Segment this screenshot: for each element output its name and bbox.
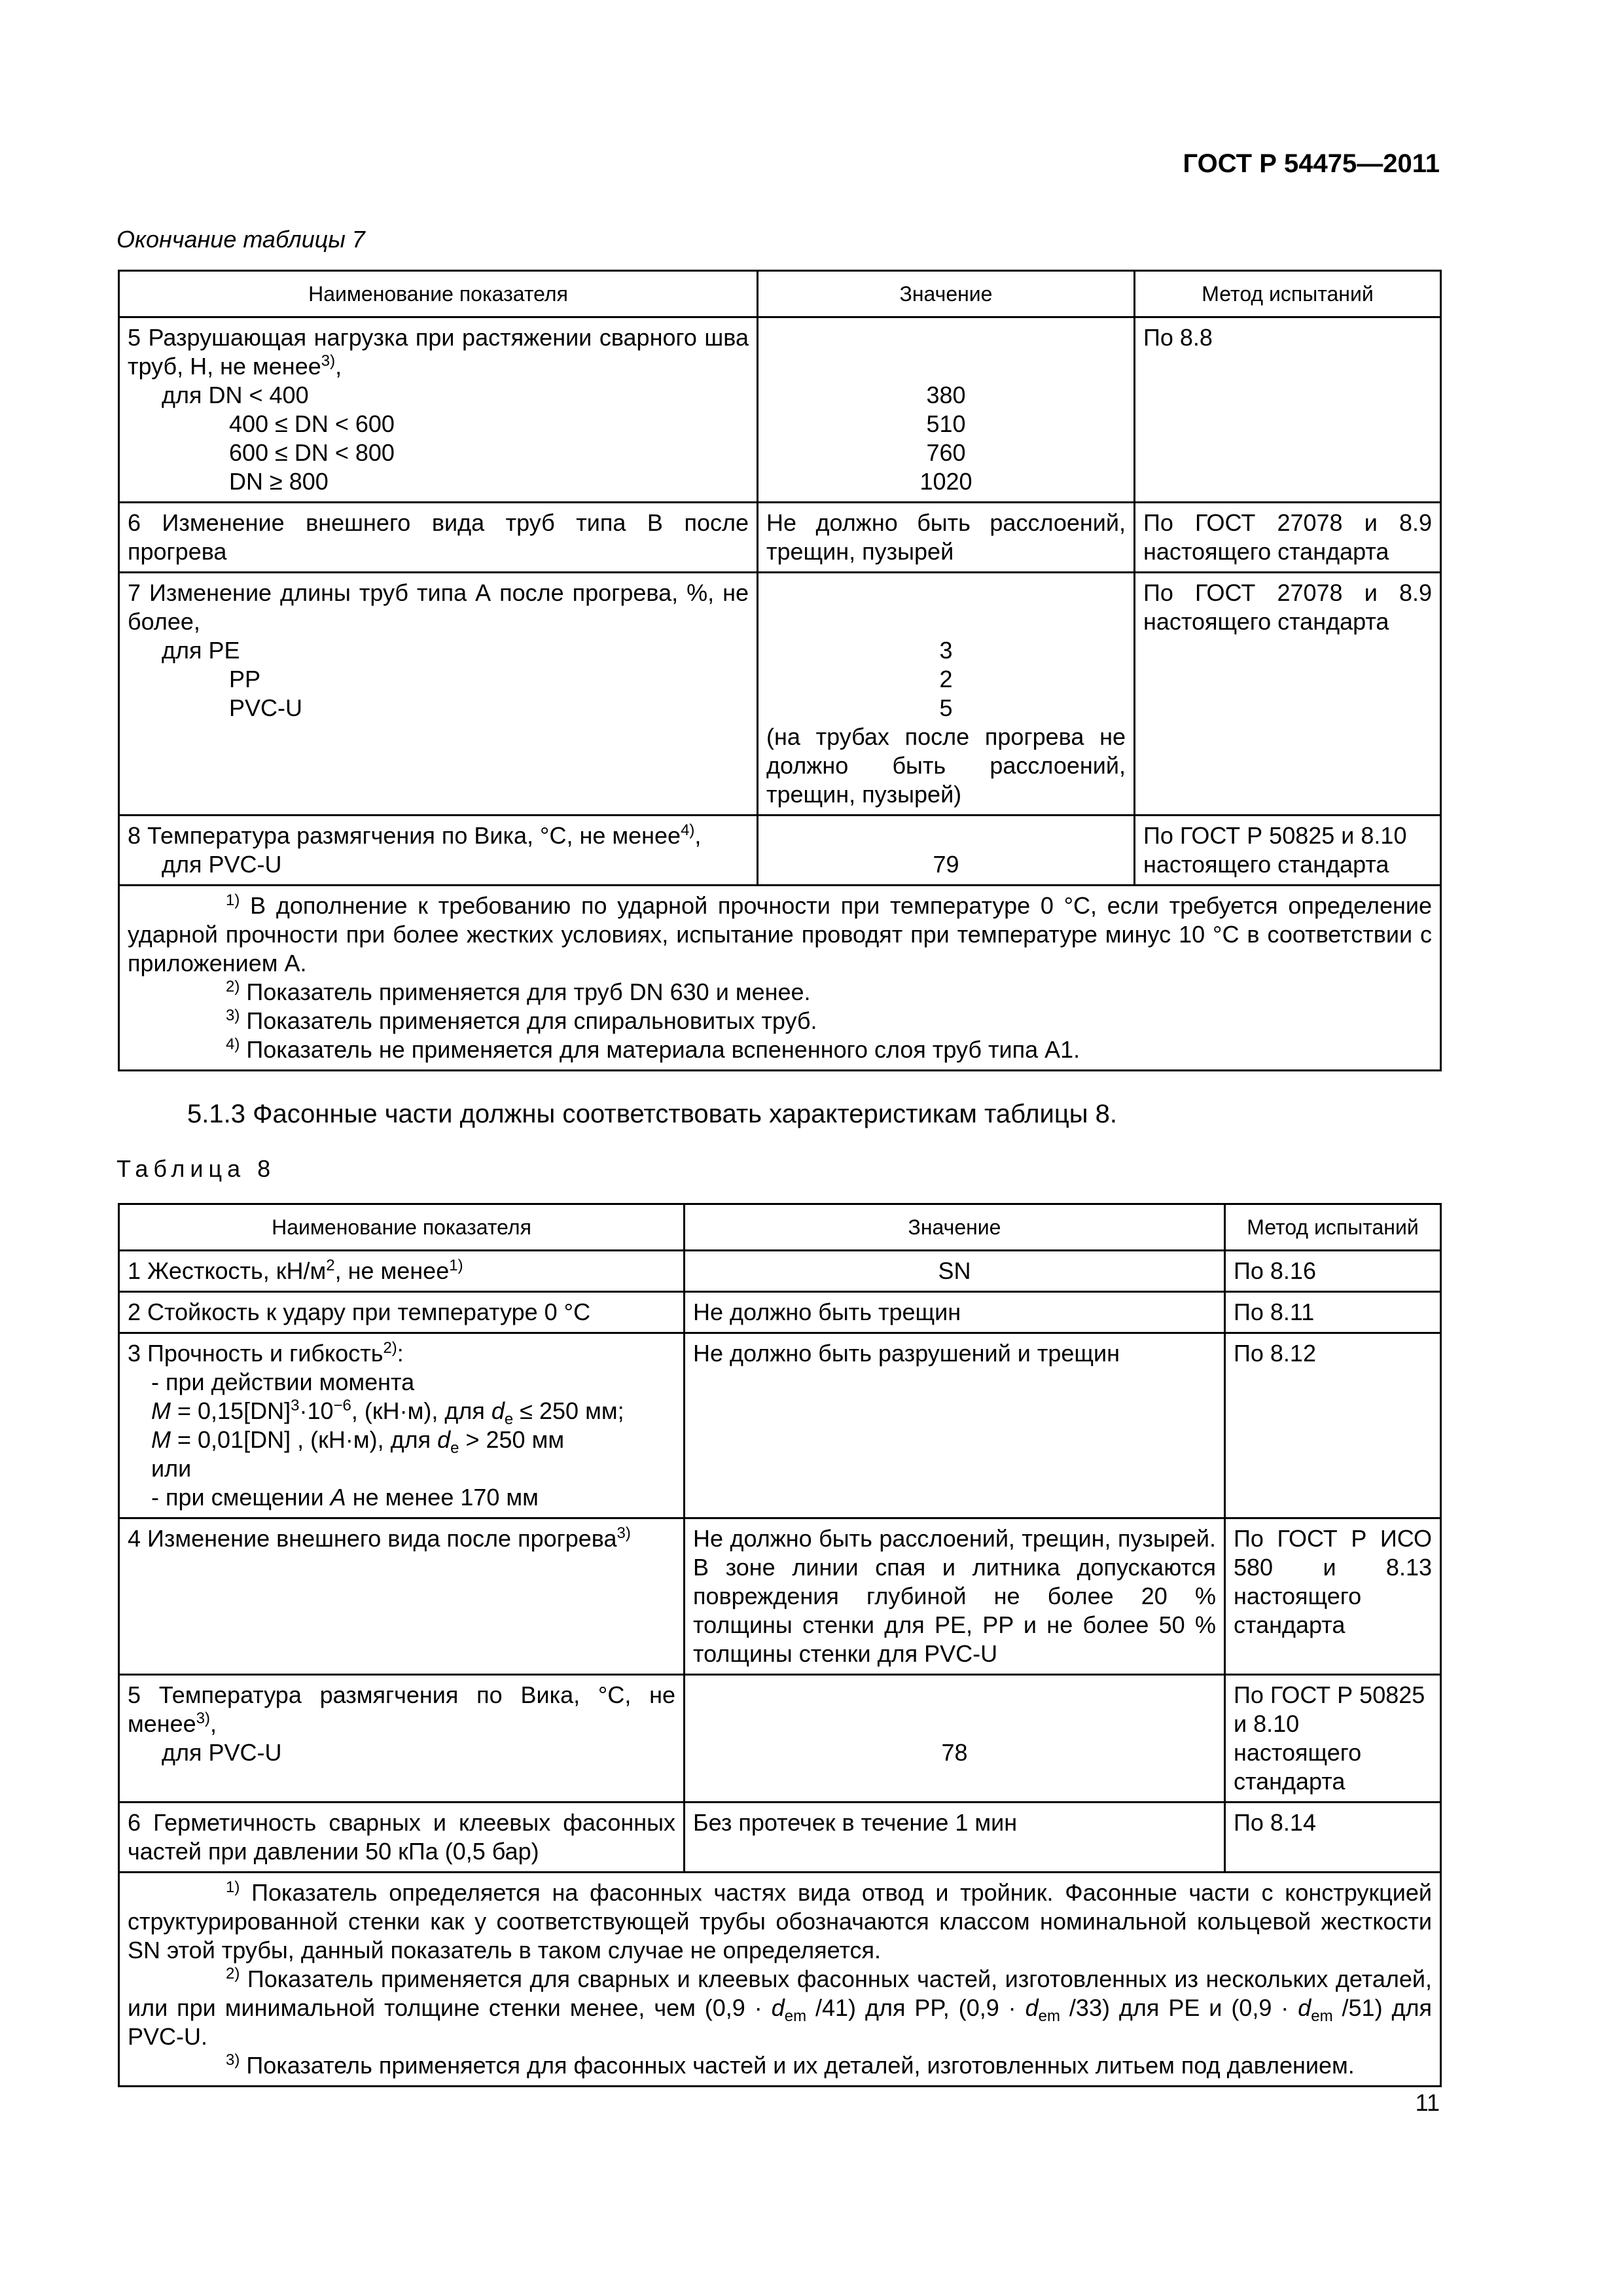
- table-row: [119, 1675, 1441, 1803]
- section-paragraph: 5.1.3 Фасонные части должны соответствовать характеристикам таблицы 8.: [187, 1100, 1118, 1128]
- row-method: По 8.14: [1225, 1803, 1441, 1873]
- row-name: [119, 1518, 685, 1675]
- value-line: 380: [926, 382, 966, 408]
- row-value: [758, 573, 1135, 816]
- value-line: 760: [926, 439, 966, 466]
- table7-caption: Окончание таблицы 7: [116, 226, 365, 253]
- row-name: [119, 1333, 685, 1518]
- value-line: 79: [933, 851, 959, 878]
- table8-header-row: [119, 1204, 1441, 1251]
- table-row: [119, 317, 1441, 503]
- table7-notes-row: [119, 886, 1441, 1071]
- table8-caption: Таблица 8: [116, 1155, 276, 1182]
- value-note: (на трубах после прогрева не должно быть расслоений, трещин, пузырей): [766, 723, 1126, 808]
- note-2: [128, 978, 1432, 1007]
- note-mark: 1): [226, 891, 240, 909]
- row-name-text: , не менее: [334, 1257, 450, 1284]
- column-header-name: Наименование показателя: [119, 1204, 685, 1251]
- row-value: Не должно быть расслоений, трещин, пузырей. В зоне линии спая и литника допускаются повреждения глубиной не более 20 % толщины стенки для PE, PP и не более 50 % толщины стенки для PVC-U: [685, 1518, 1225, 1675]
- row-name: 6 Герметичность сварных и клеевых фасонных частей при давлении 50 кПа (0,5 бар): [119, 1803, 685, 1873]
- row-name-subline: для DN < 400: [162, 382, 309, 408]
- table8-notes-row: [119, 1873, 1441, 2087]
- column-header-method: Метод испытаний: [1225, 1204, 1441, 1251]
- note-text: Показатель применяется для спиральновитых труб.: [246, 1007, 817, 1034]
- row-method: По ГОСТ 27078 и 8.9 настоящего стандарта: [1135, 573, 1441, 816]
- document-code: ГОСТ Р 54475—2011: [1183, 149, 1440, 178]
- row-method: По 8.12: [1225, 1333, 1441, 1518]
- row-name-text: 5 Разрушающая нагрузка при растяжении сварного шва труб, Н, не менее: [128, 324, 749, 380]
- subline-moment: - при действии момента: [151, 1369, 415, 1395]
- table-row: [119, 1518, 1441, 1675]
- formula-line-1: $M = 0,15[DN]^3\cdot 10^{-6}$, (кН·м), для $d_e \le 250$ мм;: [151, 1397, 624, 1429]
- note-text: В дополнение к требованию по ударной прочности при температуре 0 °С, если требуется определение ударной прочности при более жестких условиях, испытание проводят при температуре минус 10 °С в соответствии с приложением А.: [128, 892, 1432, 977]
- table-row: [119, 1803, 1441, 1873]
- superscript: 2: [326, 1257, 335, 1274]
- table-row: [119, 816, 1441, 886]
- row-name-subline: для PVC-U: [162, 1739, 282, 1766]
- column-header-value: Значение: [758, 271, 1135, 317]
- row-name: [119, 816, 758, 886]
- note-mark: 4): [226, 1035, 240, 1053]
- row-name-subline: для PVC-U: [162, 851, 282, 878]
- table-row: [119, 503, 1441, 573]
- row-name-text: 1 Жесткость, кН/м: [128, 1257, 327, 1284]
- value-line: 78: [941, 1739, 968, 1766]
- page-number: 11: [1415, 2089, 1440, 2116]
- row-method: По ГОСТ Р ИСО 580 и 8.13 настоящего стандарта: [1225, 1518, 1441, 1675]
- note-1: $^{1)}$ Показатель определяется на фасонных частях вида отвод и тройник. Фасонные части с конструкцией структурированной стенки как у соответствующей трубы обозначаются классом номинальной кольцевой жесткости SN этой трубы, данный показатель в таком случае не определяется.: [128, 1878, 1432, 1964]
- table-row: [119, 1292, 1441, 1333]
- value-line: 1020: [919, 468, 972, 495]
- row-name-subline: PVC-U: [229, 694, 303, 721]
- table7-notes: [119, 886, 1441, 1071]
- row-name: 2 Стойкость к удару при температуре 0 °С: [119, 1292, 685, 1333]
- row-name-text: 3 Прочность и гибкость: [128, 1340, 383, 1367]
- row-value: Не должно быть расслоений, трещин, пузырей: [758, 503, 1135, 573]
- row-name: [119, 573, 758, 816]
- row-name-text: 8 Температура размягчения по Вика, °С, не менее: [128, 822, 681, 849]
- row-value: Не должно быть трещин: [685, 1292, 1225, 1333]
- note-3: [128, 1007, 1432, 1035]
- table-row: [119, 1333, 1441, 1518]
- footnote-ref: 2): [383, 1339, 397, 1357]
- footnote-ref: 3): [196, 1710, 211, 1727]
- row-method: По 8.8: [1135, 317, 1441, 503]
- table8-notes: [119, 1873, 1441, 2087]
- row-name-tail: :: [397, 1340, 404, 1367]
- row-name: 6 Изменение внешнего вида труб типа В после прогрева: [119, 503, 758, 573]
- footnote-ref: 1): [449, 1257, 463, 1274]
- row-value: Не должно быть разрушений и трещин: [685, 1333, 1225, 1518]
- value-line: 3: [939, 637, 953, 664]
- footnote-ref: 4): [681, 821, 695, 839]
- row-name-text: 4 Изменение внешнего вида после прогрева: [128, 1525, 617, 1552]
- subline-shift: - при смещении A не менее 170 мм: [151, 1484, 539, 1511]
- row-method: По ГОСТ Р 50825 и 8.10 настоящего стандарта: [1135, 816, 1441, 886]
- note-2: $^{2)}$ Показатель применяется для сварных и клеевых фасонных частей, изготовленных из нескольких деталей, или при минимальной толщине стенки менее, чем ($0,9 \cdot d_{em}$ /41) для PP, ($0,9 \cdot d_{em}$ /33) для PE и ($0,9 \cdot d_{em}$ /51) для PVC-U.: [128, 1965, 1432, 2050]
- value-line: 2: [939, 666, 953, 692]
- row-method: По ГОСТ Р 50825 и 8.10 настоящего стандарта: [1225, 1675, 1441, 1803]
- row-method: По 8.11: [1225, 1292, 1441, 1333]
- table7-header-row: [119, 271, 1441, 317]
- row-name-subline: PP: [229, 666, 261, 692]
- value-line: 5: [939, 694, 953, 721]
- row-method: По ГОСТ 27078 и 8.9 настоящего стандарта: [1135, 503, 1441, 573]
- table-8: [118, 1203, 1442, 2087]
- row-name: [119, 317, 758, 503]
- row-name-subline: DN ≥ 800: [229, 468, 329, 495]
- row-name-tail: ,: [335, 353, 342, 380]
- footnote-ref: 3): [616, 1524, 631, 1542]
- note-mark: 2): [226, 978, 240, 996]
- value-line: 510: [926, 410, 966, 437]
- note-text: Показатель применяется для труб DN 630 и менее.: [246, 978, 811, 1005]
- row-name-tail: ,: [210, 1710, 217, 1737]
- note-text: Показатель не применяется для материала вспененного слоя труб типа А1.: [246, 1036, 1080, 1063]
- table-row: [119, 1251, 1441, 1292]
- row-name-subline: 600 ≤ DN < 800: [229, 439, 395, 466]
- row-name: [119, 1675, 685, 1803]
- note-mark: 3): [226, 1007, 240, 1024]
- row-name-text: 7 Изменение длины труб типа А после прогрева, %, не более,: [128, 579, 749, 635]
- column-header-value: Значение: [685, 1204, 1225, 1251]
- table-row: [119, 573, 1441, 816]
- footnote-ref: 3): [321, 352, 336, 370]
- note-1: [128, 891, 1432, 978]
- column-header-name: Наименование показателя: [119, 271, 758, 317]
- row-name-tail: ,: [694, 822, 702, 849]
- row-value: [758, 317, 1135, 503]
- row-value: [758, 816, 1135, 886]
- row-value: Без протечек в течение 1 мин: [685, 1803, 1225, 1873]
- row-method: По 8.16: [1225, 1251, 1441, 1292]
- note-3: $^{3)}$ Показатель применяется для фасонных частей и их деталей, изготовленных литьем под давлением.: [226, 2051, 1355, 2079]
- column-header-method: Метод испытаний: [1135, 271, 1441, 317]
- row-name-subline: для PE: [162, 637, 240, 664]
- row-name-text: 5 Температура размягчения по Вика, °С, не менее: [128, 1681, 675, 1737]
- formula-line-2: M = 0,01[DN] , (кН·м), для $d_e > 250$ мм: [151, 1426, 565, 1458]
- row-value: [685, 1675, 1225, 1803]
- row-value: SN: [685, 1251, 1225, 1292]
- row-name-subline: 400 ≤ DN < 600: [229, 410, 395, 437]
- table-7: [118, 270, 1442, 1071]
- note-4: [128, 1035, 1432, 1064]
- subline-or: или: [151, 1455, 192, 1482]
- row-name: [119, 1251, 685, 1292]
